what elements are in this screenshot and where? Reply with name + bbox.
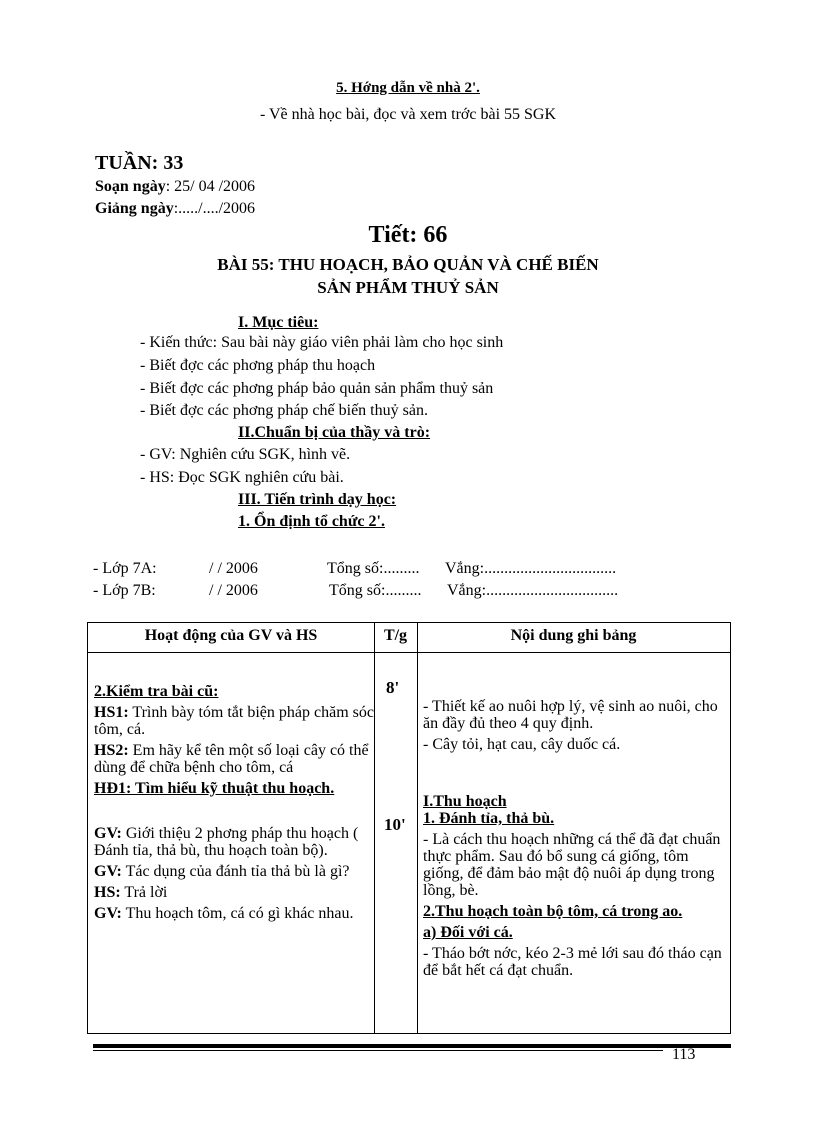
hs3-label: HS: xyxy=(94,884,121,901)
table-header-time: T/g xyxy=(383,627,408,644)
sub1-heading: 1. Đánh tỉa, thả bù. xyxy=(423,810,555,827)
section-heading: I.Thu hoạch xyxy=(423,793,507,810)
class-date: / / 2006 xyxy=(209,560,258,577)
answer-2: - Cây tỏi, hạt cau, cây duốc cá. xyxy=(423,736,621,753)
gv1-item xyxy=(94,825,374,859)
hs2-label: HS2: xyxy=(94,742,129,759)
hs1-item xyxy=(94,704,374,738)
hs3-text: Trả lời xyxy=(120,884,168,901)
table-divider xyxy=(417,623,418,1033)
answer-1: - Thiết kế ao nuôi hợp lý, vệ sinh ao nuôi, cho ăn đầy đủ theo 4 quy định. xyxy=(423,698,718,732)
lesson-title-line2: SẢN PHẨM THUỶ SẢN xyxy=(317,278,499,297)
objective-item: - Biết đợc các phơng pháp chế biến thuỷ sản. xyxy=(140,402,428,419)
table-header-divider xyxy=(88,652,730,653)
class-total: Tổng số:......... xyxy=(327,560,420,577)
teach-date-label: Giảng ngày xyxy=(95,200,174,217)
gv1-text: Giới thiệu 2 phơng pháp thu hoạch ( Đánh tỉa, thả bù, thu hoạch toàn bộ). xyxy=(94,825,359,859)
homework-heading: 5. Hớng dẫn về nhà 2'. xyxy=(336,80,480,96)
class-absent: Vắng:................................. xyxy=(447,582,619,599)
activities-column xyxy=(94,683,374,926)
page-number: 113 xyxy=(672,1046,696,1063)
prep-date-value: : 25/ 04 /2006 xyxy=(165,178,256,195)
gv2-item xyxy=(94,863,374,880)
sub2-heading: 2.Thu hoạch toàn bộ tôm, cá trong ao. xyxy=(423,903,683,920)
objective-item: - Kiến thức: Sau bài này giáo viên phải làm cho học sinh xyxy=(140,334,504,351)
lesson-table xyxy=(87,622,731,1034)
hs1-label: HS1: xyxy=(94,704,129,721)
preparation-heading: II.Chuẩn bị của thầy và trò: xyxy=(238,424,431,441)
class-label: - Lớp 7B: xyxy=(93,582,156,599)
hd1-heading: HĐ1: Tìm hiểu kỹ thuật thu hoạch. xyxy=(94,780,335,797)
period-title: Tiết: 66 xyxy=(368,222,448,248)
week-label: TUẦN: 33 xyxy=(95,152,184,174)
gv1-label: GV: xyxy=(94,825,122,842)
table-header-content: Nội dung ghi bảng xyxy=(510,627,637,644)
sub2a-heading: a) Đối với cá. xyxy=(423,924,513,941)
hs2-item xyxy=(94,742,374,776)
content-column xyxy=(423,683,723,983)
hs3-item xyxy=(94,884,374,901)
class-absent: Vắng:................................. xyxy=(445,560,617,577)
preparation-item: - GV: Nghiên cứu SGK, hình vẽ. xyxy=(140,446,351,463)
gv3-label: GV: xyxy=(94,905,122,922)
lesson-title-line1: BÀI 55: THU HOẠCH, BẢO QUẢN VÀ CHẾ BIẾN xyxy=(217,255,599,274)
sub1-text: - Là cách thu hoạch những cá thể đã đạt chuẩn thực phẩm. Sau đó bổ sung cá giống, tôm giống, để đảm bảo mật độ nuôi áp dụng trong lồng, bè. xyxy=(423,831,721,899)
homework-text: - Về nhà học bài, đọc và xem trớc bài 55 SGK xyxy=(259,106,557,123)
objectives-heading: I. Mục tiêu: xyxy=(238,314,319,331)
table-header-activities: Hoạt động của GV và HS xyxy=(144,627,318,644)
teach-date xyxy=(95,200,255,218)
footer-rule-thin xyxy=(93,1050,663,1051)
class-date: / / 2006 xyxy=(209,582,258,599)
preparation-item: - HS: Đọc SGK nghiên cứu bài. xyxy=(140,469,344,486)
hs2-text: Em hãy kể tên một số loại cây có thể dùng để chữa bệnh cho tôm, cá xyxy=(94,742,369,776)
sub2a-text: - Tháo bớt nớc, kéo 2-3 mẻ lới sau đó tháo cạn để bắt hết cá đạt chuẩn. xyxy=(423,945,722,979)
gv3-item xyxy=(94,905,374,922)
objective-item: - Biết đợc các phơng pháp bảo quản sản phẩm thuỷ sản xyxy=(140,380,494,397)
gv2-label: GV: xyxy=(94,863,122,880)
process-heading: III. Tiến trình dạy học: xyxy=(238,491,397,508)
time-review: 8' xyxy=(386,678,400,697)
objective-item: - Biết đợc các phơng pháp thu hoạch xyxy=(140,357,376,374)
gv3-text: Thu hoạch tôm, cá có gì khác nhau. xyxy=(121,905,354,922)
time-hd1: 10' xyxy=(384,815,406,834)
table-divider xyxy=(374,623,375,1033)
organization-heading: 1. Ổn định tổ chức 2'. xyxy=(238,513,385,530)
teach-date-value: :...../..../2006 xyxy=(173,200,256,217)
prep-date xyxy=(95,178,255,196)
review-heading: 2.Kiểm tra bài cũ: xyxy=(94,683,219,700)
hs1-text: Trình bày tóm tắt biện pháp chăm sóc tôm, cá. xyxy=(94,704,374,738)
footer-rule xyxy=(93,1044,731,1048)
class-label: - Lớp 7A: xyxy=(93,560,157,577)
prep-date-label: Soạn ngày xyxy=(95,178,166,195)
gv2-text: Tác dụng của đánh tỉa thả bù là gì? xyxy=(121,863,350,880)
class-total: Tổng số:......... xyxy=(329,582,422,599)
